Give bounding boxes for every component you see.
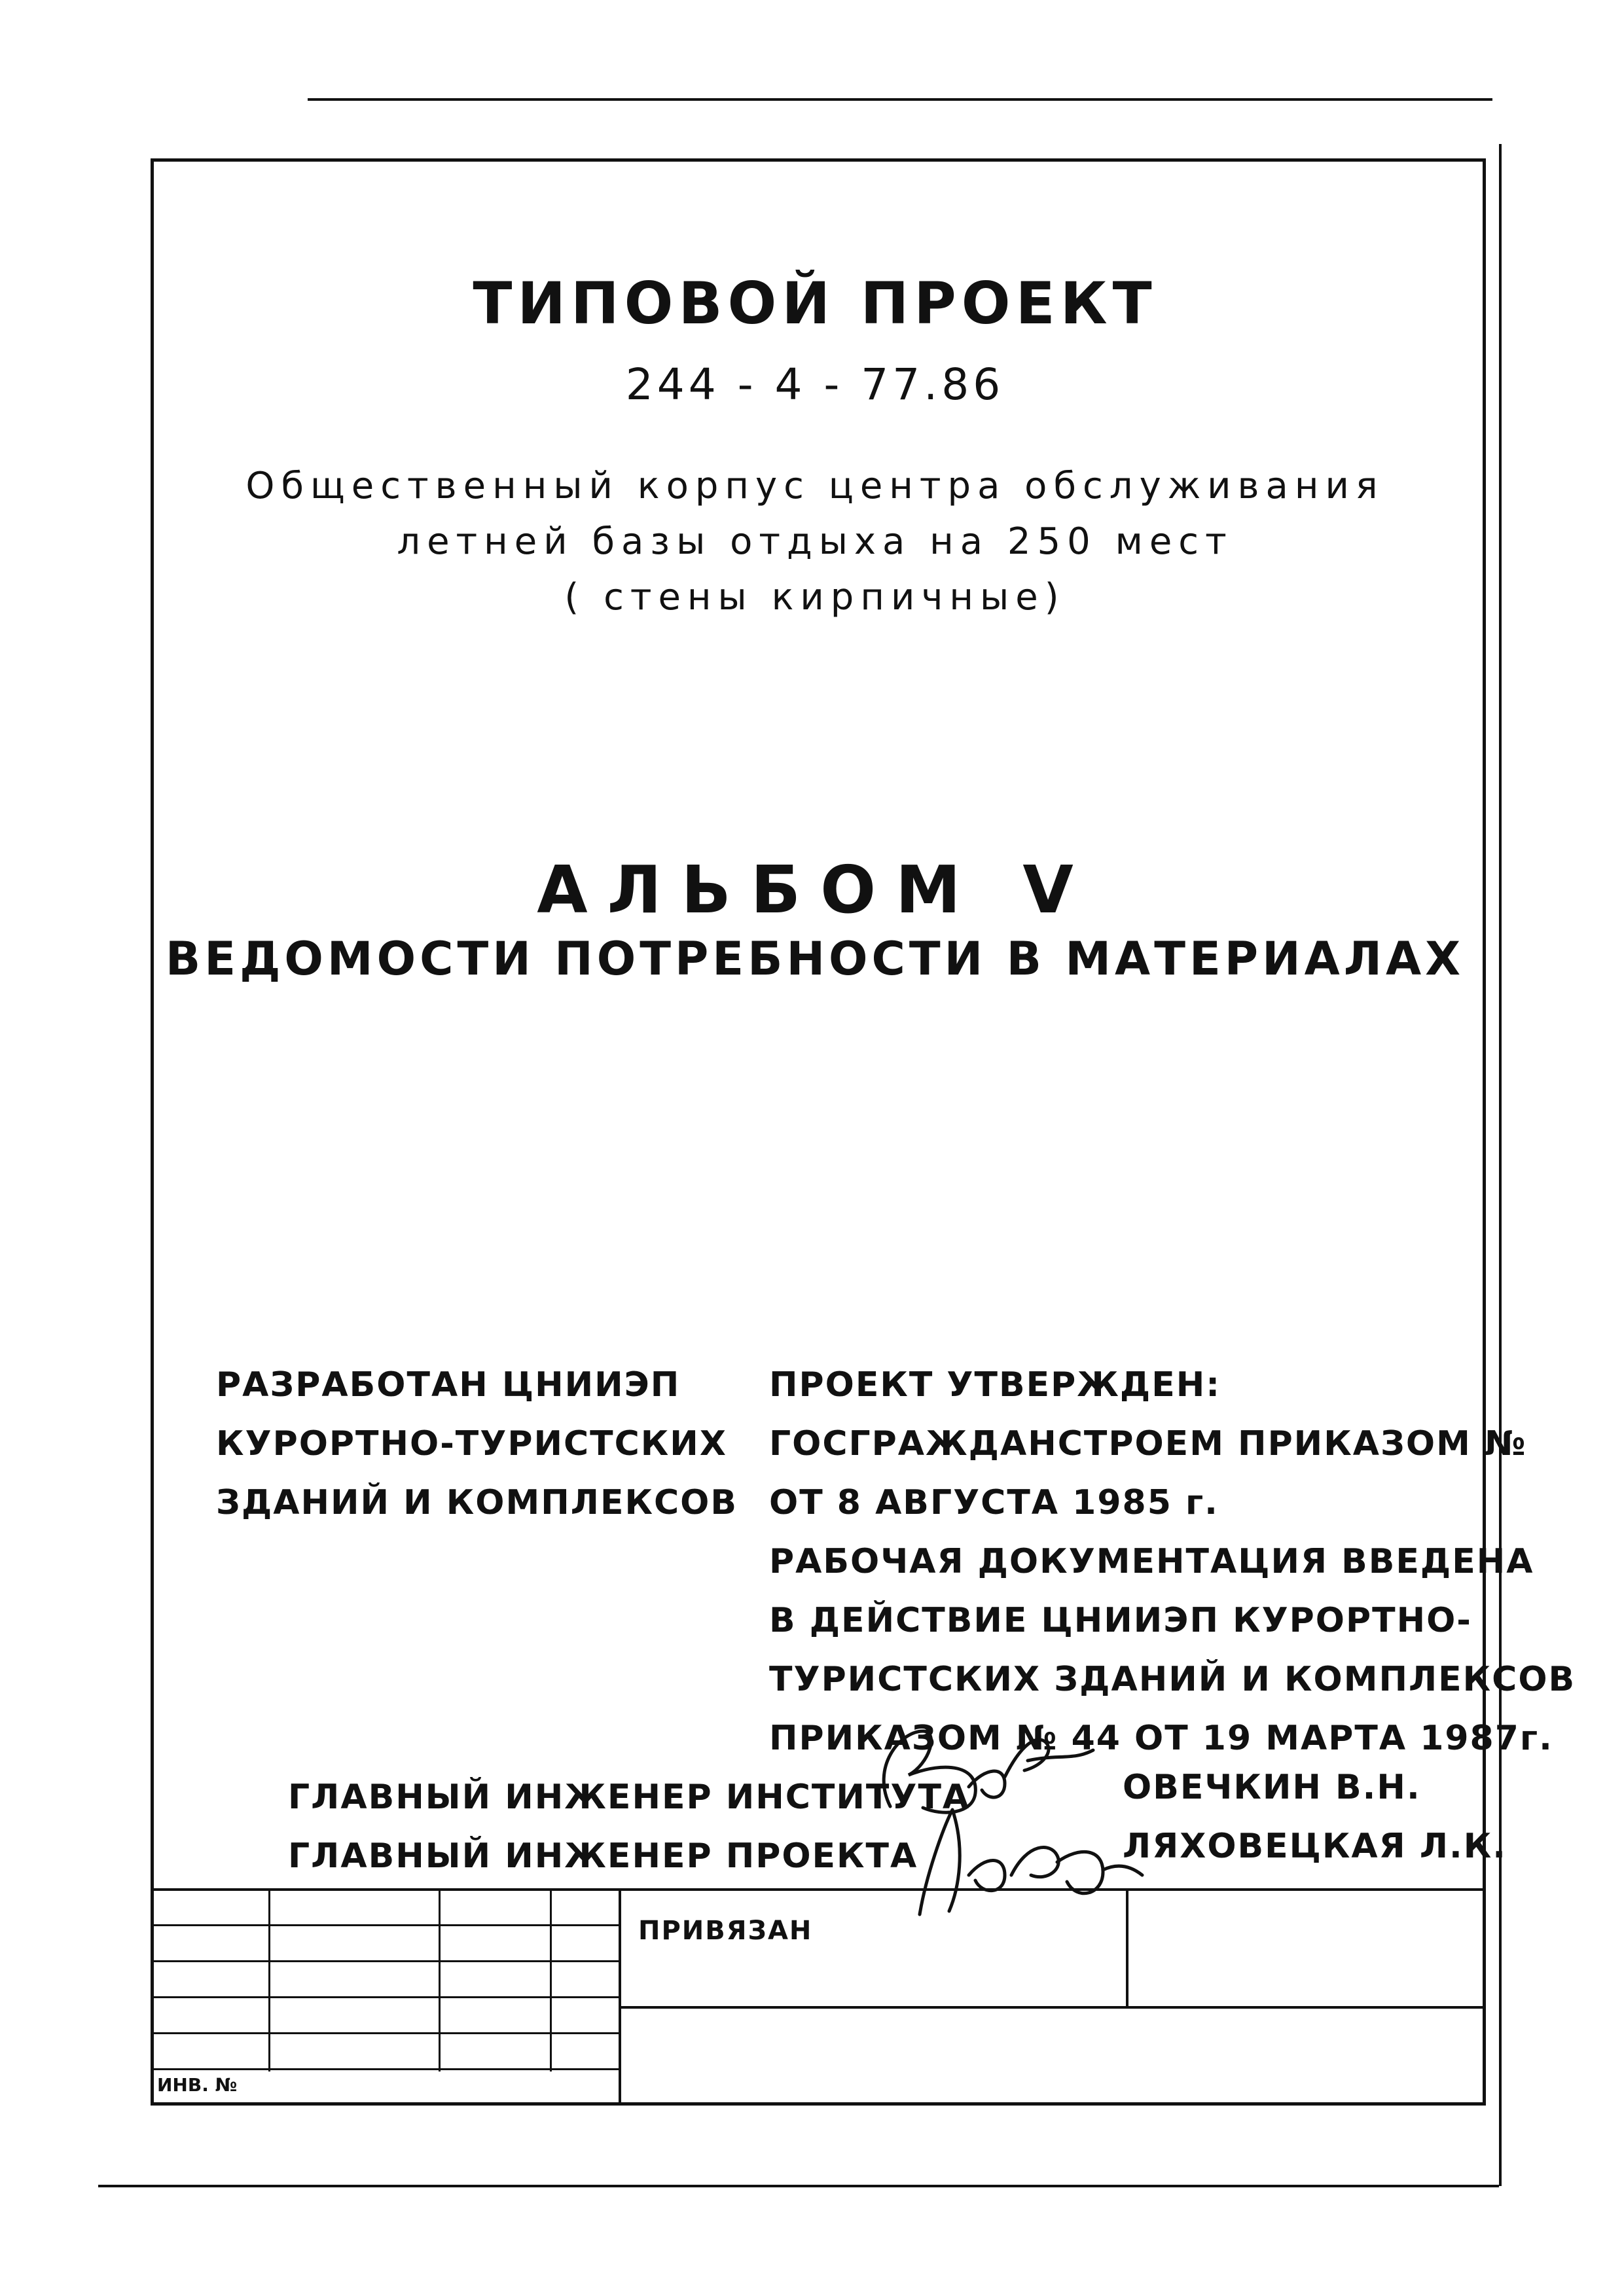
stamp-grid-v1	[268, 1888, 270, 2072]
project-type-title: ТИПОВОЙ ПРОЕКТ	[473, 270, 1157, 337]
chief-project-label: ГЛАВНЫЙ ИНЖЕНЕР ПРОЕКТА	[288, 1837, 918, 1876]
signature-chief-project	[907, 1797, 1155, 1928]
approval-line-5: В ДЕЙСТВИЕ ЦНИИЭП КУРОРТНО-	[769, 1601, 1472, 1640]
stamp-top	[151, 1888, 1486, 1891]
chief-institute-label: ГЛАВНЫЙ ИНЖЕНЕР ИНСТИТУТА	[288, 1778, 971, 1817]
developer-line-3: ЗДАНИЙ И КОМПЛЕКСОВ	[216, 1483, 738, 1522]
stamp-grid-h3	[151, 1996, 619, 1998]
project-subtitle-line-2: летней базы отдыха на 250 мест	[397, 520, 1233, 563]
stamp-grid-h1	[151, 1924, 619, 1926]
album-subtitle: ВЕДОМОСТИ ПОТРЕБНОСТИ В МАТЕРИАЛАХ	[165, 932, 1465, 986]
approval-line-7: ПРИКАЗОМ № 44 ОТ 19 МАРТА 1987г.	[769, 1719, 1553, 1758]
stamp-grid-h2	[151, 1960, 619, 1962]
frame-bottom	[151, 2102, 1486, 2106]
approval-line-4: РАБОЧАЯ ДОКУМЕНТАЦИЯ ВВЕДЕНА	[769, 1542, 1534, 1581]
approval-line-1: ПРОЕКТ УТВЕРЖДЕН:	[769, 1365, 1221, 1405]
project-subtitle-line-3: ( стены кирпичные)	[564, 576, 1066, 619]
developer-line-2: КУРОРТНО-ТУРИСТСКИХ	[216, 1424, 727, 1463]
right-edge-line	[1499, 144, 1502, 2186]
top-edge-line	[308, 98, 1492, 101]
developer-line-1: РАЗРАБОТАН ЦНИИЭП	[216, 1365, 681, 1405]
frame-left	[151, 158, 154, 2106]
stamp-grid-v2	[439, 1888, 441, 2072]
frame-top	[151, 158, 1486, 162]
stamp-col-left-grid-end	[619, 1888, 621, 2104]
bottom-edge-line	[98, 2185, 1499, 2187]
project-subtitle-line-1: Общественный корпус центра обслуживания	[245, 465, 1384, 507]
stamp-grid-h4	[151, 2032, 619, 2034]
approval-line-3: ОТ 8 АВГУСТА 1985 г.	[769, 1483, 1219, 1522]
album-title: АЛЬБОМ V	[537, 852, 1093, 928]
chief-institute-name: ОВЕЧКИН В.Н.	[1123, 1768, 1421, 1807]
approval-line-2: ГОСГРАЖДАНСТРОЕМ ПРИКАЗОМ №	[769, 1424, 1527, 1463]
stamp-grid-v3	[550, 1888, 552, 2072]
stamp-inv-label: ИНВ. №	[157, 2074, 238, 2096]
stamp-mid-horizontal	[619, 2006, 1486, 2009]
chief-project-name: ЛЯХОВЕЦКАЯ Л.К.	[1123, 1827, 1507, 1866]
project-number: 244 - 4 - 77.86	[625, 359, 1005, 410]
stamp-grid-h5	[151, 2068, 619, 2070]
stamp-col-right	[1126, 1888, 1128, 2006]
frame-right	[1483, 158, 1486, 2106]
approval-line-6: ТУРИСТСКИХ ЗДАНИЙ И КОМПЛЕКСОВ	[769, 1660, 1576, 1699]
stamp-linked-label: ПРИВЯЗАН	[638, 1916, 813, 1946]
